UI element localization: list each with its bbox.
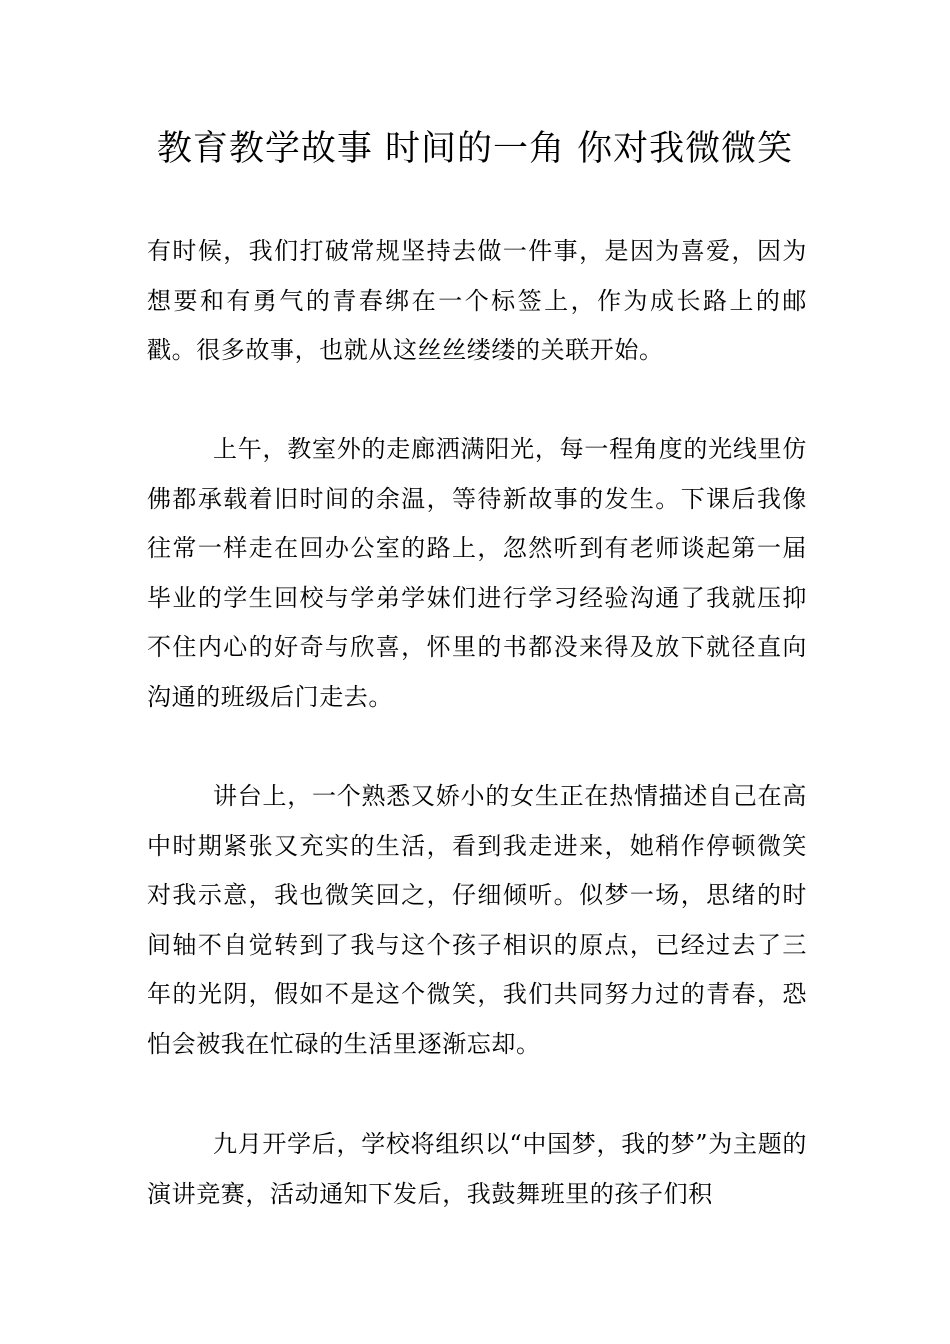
paragraph-3: 讲台上，一个熟悉又娇小的女生正在热情描述自己在高中时期紧张又充实的生活，看到我走进来，她稍作停顿微笑对我示意，我也微笑回之，仔细倾听。似梦一场，思绪的时间轴不自觉转到了我与这个孩子相识的原点，已经过去了三年的光阴，假如不是这个微笑，我们共同努力过的青春，恐怕会被我在忙碌的生活里逐渐忘却。 (147, 782, 807, 1058)
document-title: 教育教学故事 时间的一角 你对我微微笑 (156, 129, 794, 169)
paragraph-4: 九月开学后，学校将组织以“中国梦，我的梦”为主题的演讲竞赛，活动通知下发后，我鼓舞班里的孩子们积 (147, 1130, 807, 1208)
paragraph-2: 上午，教室外的走廊洒满阳光，每一程角度的光线里仿佛都承载着旧时间的余温，等待新故事的发生。下课后我像往常一样走在回办公室的路上，忽然听到有老师谈起第一届毕业的学生回校与学弟学妹们进行学习经验沟通了我就压抑不住内心的好奇与欣喜，怀里的书都没来得及放下就径直向沟通的班级后门走去。 (147, 435, 807, 711)
paragraph-1: 有时候，我们打破常规坚持去做一件事，是因为喜爱，因为想要和有勇气的青春绑在一个标签上，作为成长路上的邮戳。很多故事，也就从这丝丝缕缕的关联开始。 (147, 237, 807, 364)
